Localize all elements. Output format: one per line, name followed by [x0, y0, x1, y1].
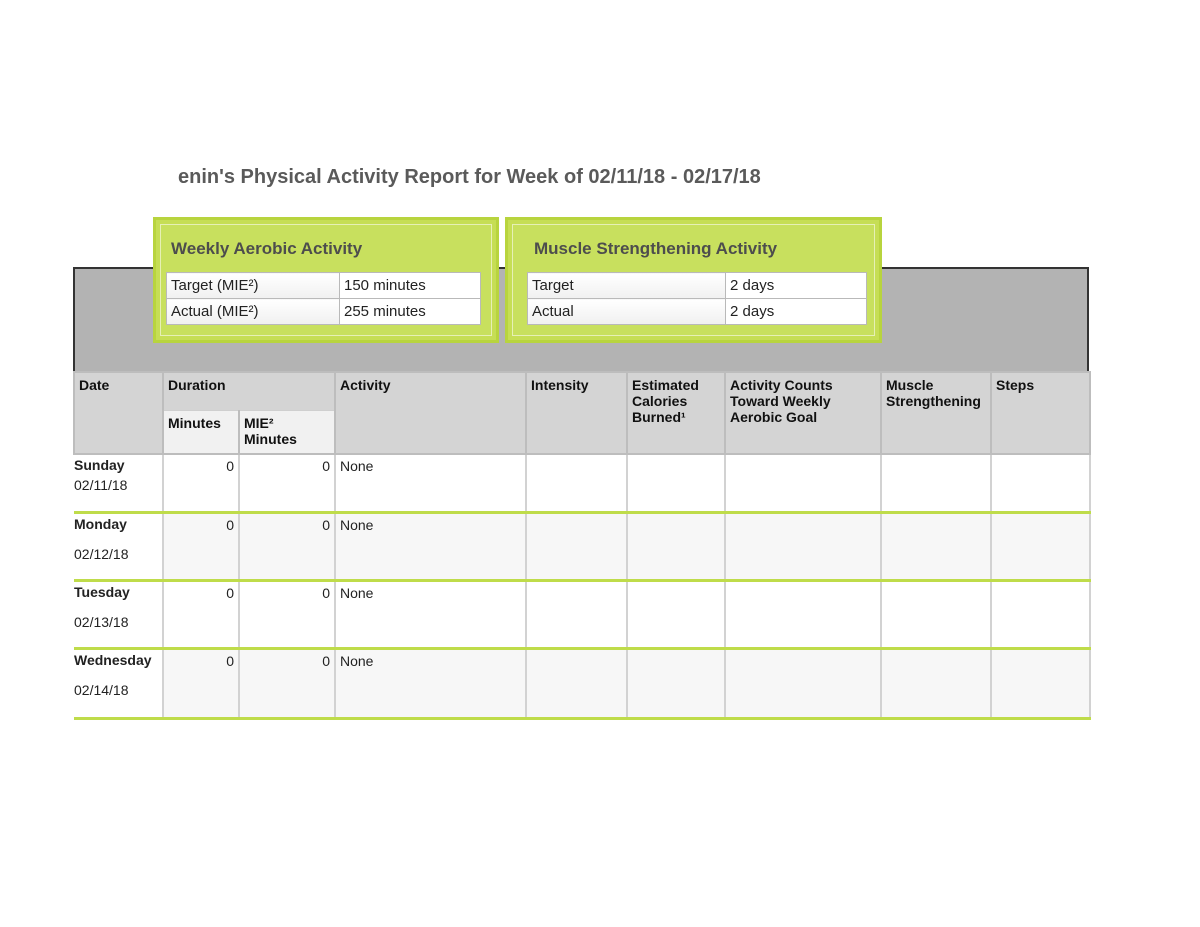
day-date: 02/14/18: [74, 681, 129, 698]
date-cell: [74, 454, 163, 512]
aerobic-actual-label: Actual (MIE²): [167, 299, 340, 325]
header-muscle-strengthening: [881, 372, 991, 454]
table-row: [74, 648, 1090, 718]
muscle-strengthening-cell: [881, 580, 991, 648]
header-date: Date: [74, 372, 163, 454]
muscle-target-value: 2 days: [726, 273, 867, 299]
mie-minutes-cell: 0: [239, 648, 335, 718]
muscle-strengthening-panel: [505, 217, 882, 343]
header-counts-line3: Aerobic Goal: [730, 409, 818, 425]
muscle-target-row: [528, 273, 867, 299]
header-activity: Activity: [335, 372, 526, 454]
header-activity-counts: [725, 372, 881, 454]
activity-counts-cell: [725, 580, 881, 648]
calories-cell: [627, 454, 725, 512]
muscle-target-label: Target: [528, 273, 726, 299]
intensity-cell: [526, 454, 627, 512]
activity-counts-cell: [725, 454, 881, 512]
activity-cell: None: [335, 648, 526, 718]
date-cell: [74, 648, 163, 718]
header-calories-line3: Burned¹: [632, 409, 686, 425]
intensity-cell: [526, 512, 627, 580]
day-date: 02/13/18: [74, 613, 129, 630]
muscle-strengthening-cell: [881, 648, 991, 718]
aerobic-target-value: 150 minutes: [340, 273, 481, 299]
aerobic-activity-panel: [153, 217, 499, 343]
aerobic-actual-value: 255 minutes: [340, 299, 481, 325]
header-mie-line1: MIE²: [244, 414, 274, 431]
day-date: 02/12/18: [74, 545, 129, 562]
day-name: Monday: [74, 515, 127, 532]
activity-table: [73, 371, 1091, 720]
header-counts-line2: Toward Weekly: [730, 393, 831, 409]
minutes-cell: 0: [163, 580, 239, 648]
table-row: [74, 454, 1090, 512]
day-date: 02/11/18: [74, 477, 128, 493]
header-calories: [627, 372, 725, 454]
aerobic-actual-row: [167, 299, 481, 325]
header-calories-line1: Estimated: [632, 377, 699, 393]
calories-cell: [627, 580, 725, 648]
table-row: [74, 580, 1090, 648]
activity-counts-cell: [725, 648, 881, 718]
steps-cell: [991, 648, 1090, 718]
header-minutes: Minutes: [163, 410, 239, 454]
mie-minutes-cell: 0: [239, 512, 335, 580]
activity-cell: None: [335, 512, 526, 580]
report-title: enin's Physical Activity Report for Week of 02/11/18 - 02/17/18: [178, 166, 761, 188]
muscle-summary-table: [527, 272, 867, 325]
muscle-actual-label: Actual: [528, 299, 726, 325]
activity-cell: None: [335, 580, 526, 648]
intensity-cell: [526, 580, 627, 648]
calories-cell: [627, 648, 725, 718]
date-cell: [74, 580, 163, 648]
intensity-cell: [526, 648, 627, 718]
minutes-cell: 0: [163, 454, 239, 512]
activity-counts-cell: [725, 512, 881, 580]
header-intensity: Intensity: [526, 372, 627, 454]
activity-cell: None: [335, 454, 526, 512]
header-duration: Duration: [163, 372, 335, 410]
steps-cell: [991, 454, 1090, 512]
aerobic-target-label: Target (MIE²): [167, 273, 340, 299]
minutes-cell: 0: [163, 648, 239, 718]
day-name: Sunday: [74, 457, 125, 473]
minutes-cell: 0: [163, 512, 239, 580]
muscle-actual-row: [528, 299, 867, 325]
day-name: Tuesday: [74, 583, 130, 600]
mie-minutes-cell: 0: [239, 454, 335, 512]
header-muscle-line1: Muscle: [886, 377, 934, 393]
aerobic-summary-table: [166, 272, 481, 325]
muscle-strengthening-cell: [881, 512, 991, 580]
header-calories-line2: Calories: [632, 393, 688, 409]
header-counts-line1: Activity Counts: [730, 377, 833, 393]
muscle-strengthening-cell: [881, 454, 991, 512]
calories-cell: [627, 512, 725, 580]
mie-minutes-cell: 0: [239, 580, 335, 648]
header-steps: Steps: [991, 372, 1090, 454]
table-row: [74, 512, 1090, 580]
steps-cell: [991, 512, 1090, 580]
aerobic-target-row: [167, 273, 481, 299]
date-cell: [74, 512, 163, 580]
muscle-panel-title: Muscle Strengthening Activity: [534, 239, 778, 258]
header-mie-line2: Minutes: [244, 430, 297, 447]
muscle-actual-value: 2 days: [726, 299, 867, 325]
header-muscle-line2: Strengthening: [886, 393, 981, 409]
steps-cell: [991, 580, 1090, 648]
header-mie-minutes: [239, 410, 335, 454]
day-name: Wednesday: [74, 651, 152, 668]
aerobic-panel-title: Weekly Aerobic Activity: [171, 239, 363, 258]
